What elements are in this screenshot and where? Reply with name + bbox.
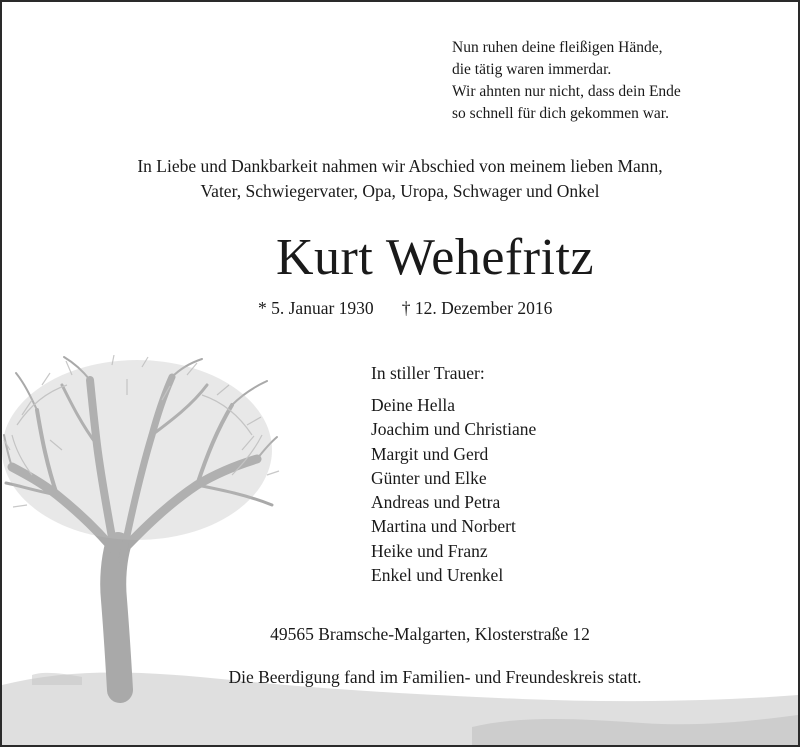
life-dates (258, 295, 552, 321)
mourner-entry: Martina und Norbert (371, 516, 516, 537)
funeral-note: Die Beerdigung fand im Familien- und Freundeskreis statt. (228, 667, 642, 687)
mourner-entry: Andreas und Petra (371, 492, 501, 513)
intro-line: Vater, Schwiegervater, Opa, Uropa, Schwager und Onkel (200, 181, 600, 201)
birth-date: * 5. Januar 1930 (258, 298, 374, 318)
mourner-entry: Enkel und Urenkel (371, 565, 504, 586)
poem-line: Wir ahnten nur nicht, dass dein Ende (452, 83, 681, 100)
mourner-entry: Günter und Elke (371, 467, 487, 488)
intro-line: In Liebe und Dankbarkeit nahmen wir Abschied von meinem lieben Mann, (137, 156, 663, 176)
mourner-entry: Margit und Gerd (371, 443, 489, 464)
intro-text (0, 154, 800, 204)
poem-line: so schnell für dich gekommen war. (452, 105, 669, 122)
mourner-entry: Deine Hella (371, 395, 456, 415)
poem-line: Nun ruhen deine fleißigen Hände, (452, 39, 663, 56)
mourners-list (371, 393, 536, 587)
poem-verse (452, 37, 681, 125)
poem-line: die tätig waren immerdar. (452, 61, 612, 78)
mourner-entry: Joachim und Christiane (371, 419, 537, 440)
deceased-name: Kurt Wehefritz (275, 229, 595, 286)
mourner-entry: Heike und Franz (371, 540, 488, 561)
mourning-title: In stiller Trauer: (371, 363, 485, 383)
death-date: † 12. Dezember 2016 (401, 298, 553, 318)
address: 49565 Bramsche-Malgarten, Klosterstraße 12 (270, 624, 590, 644)
